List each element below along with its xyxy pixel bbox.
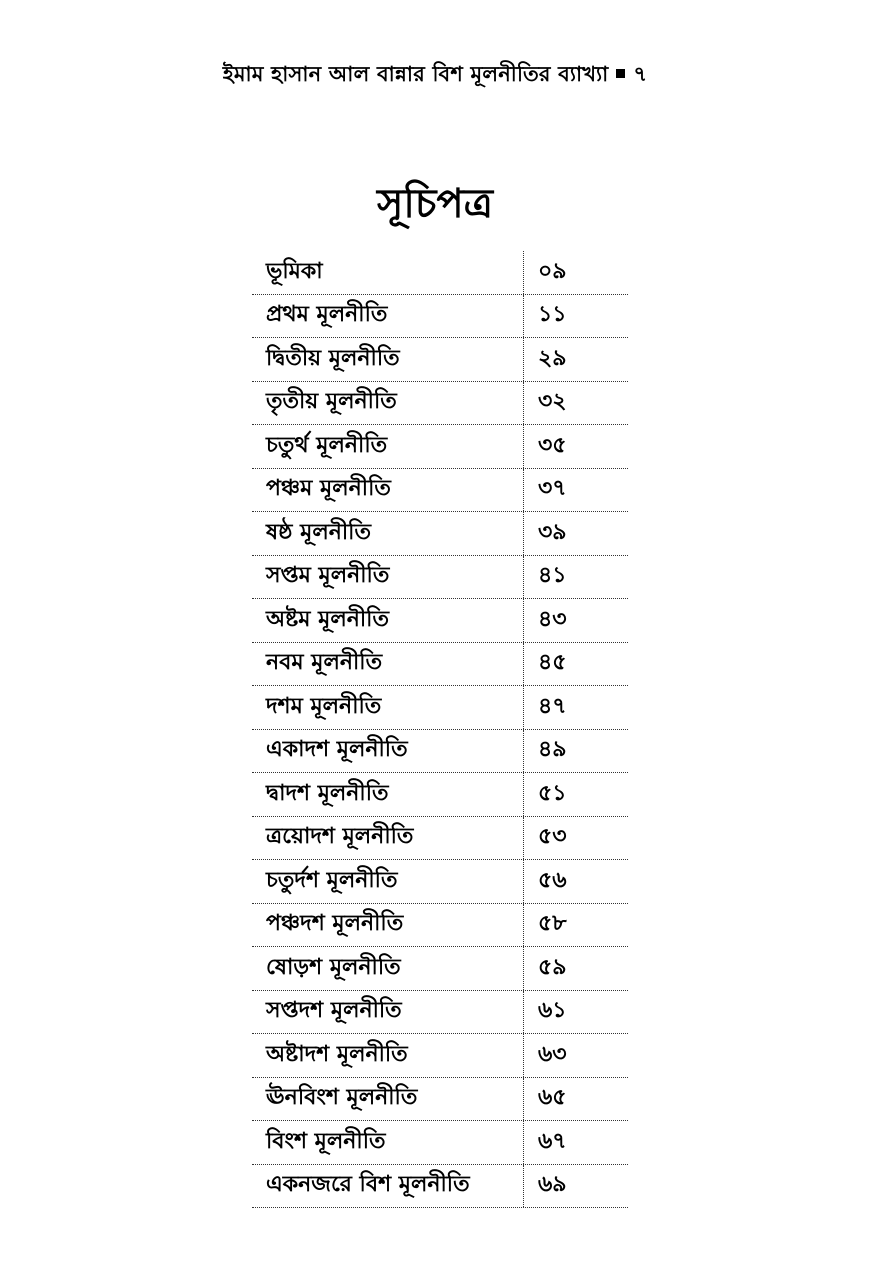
toc-entry-label: একাদশ মূলনীতি <box>252 730 524 773</box>
toc-entry-label: পঞ্চদশ মূলনীতি <box>252 904 524 947</box>
toc-entry <box>252 817 628 861</box>
toc-entry <box>252 599 628 643</box>
toc-entry <box>252 295 628 339</box>
toc-entry <box>252 860 628 904</box>
toc-entry-label: বিংশ মূলনীতি <box>252 1121 524 1164</box>
toc-entry-label: সপ্তম মূলনীতি <box>252 556 524 599</box>
toc-entry-label: চতুর্থ মূলনীতি <box>252 425 524 468</box>
toc-entry-page: ০৯ <box>538 258 567 284</box>
separator-square-icon <box>616 69 625 78</box>
toc-entry-label: দশম মূলনীতি <box>252 686 524 729</box>
toc-entry-page: ৩৯ <box>538 519 567 545</box>
toc-entry <box>252 730 628 774</box>
toc-entry-page: ৩৭ <box>538 476 567 502</box>
toc-entry-page: ৫১ <box>538 780 567 806</box>
toc-entry <box>252 338 628 382</box>
toc-entry <box>252 1121 628 1165</box>
running-header <box>0 58 870 93</box>
toc-entry-label: ষষ্ঠ মূলনীতি <box>252 512 524 555</box>
toc-entry-page: ৫৩ <box>538 824 567 850</box>
toc-entry <box>252 251 628 295</box>
toc-entry-label: একনজরে বিশ মূলনীতি <box>252 1165 524 1208</box>
toc-entry-page: ৬৯ <box>538 1172 567 1198</box>
toc-entry <box>252 686 628 730</box>
toc-entry <box>252 512 628 556</box>
toc-entry-label: ষোড়শ মূলনীতি <box>252 947 524 990</box>
toc-entry-page: ৫৮ <box>538 911 567 937</box>
toc-entry-page: ৬৩ <box>538 1041 567 1067</box>
toc-entry <box>252 904 628 948</box>
toc-entry-page: ১১ <box>538 302 567 328</box>
toc-entry <box>252 382 628 426</box>
toc-entry-page: ৪৫ <box>538 650 567 676</box>
toc-entry-label: ঊনবিংশ মূলনীতি <box>252 1078 524 1121</box>
toc-entry-label: দ্বিতীয় মূলনীতি <box>252 338 524 381</box>
toc-entry-page: ২৯ <box>538 345 567 371</box>
toc-entry-page: ৪১ <box>538 563 567 589</box>
toc-entry <box>252 425 628 469</box>
toc-entry <box>252 947 628 991</box>
toc-entry-page: ৬৭ <box>538 1128 567 1154</box>
toc-entry-page: ৩৫ <box>538 432 567 458</box>
toc-entry <box>252 469 628 513</box>
toc-entry <box>252 773 628 817</box>
toc-entry-label: নবম মূলনীতি <box>252 643 524 686</box>
toc-entry <box>252 1165 628 1209</box>
toc-entry-label: অষ্টম মূলনীতি <box>252 599 524 642</box>
toc-entry-label: চতুর্দশ মূলনীতি <box>252 860 524 903</box>
toc-entry-label: দ্বাদশ মূলনীতি <box>252 773 524 816</box>
toc-entry <box>252 643 628 687</box>
toc-entry-page: ৩২ <box>538 389 567 415</box>
toc-entry-label: পঞ্চম মূলনীতি <box>252 469 524 512</box>
toc-entry-page: ৪৩ <box>538 606 567 632</box>
toc-entry <box>252 1078 628 1122</box>
toc-entry-page: ৬৫ <box>538 1085 567 1111</box>
page-title: সূচিপত্র <box>377 181 493 227</box>
toc-entry-label: ভূমিকা <box>252 251 524 294</box>
page-number: ৭ <box>633 62 648 86</box>
toc-entry <box>252 991 628 1035</box>
toc-entry-label: অষ্টাদশ মূলনীতি <box>252 1034 524 1077</box>
toc-entry <box>252 1034 628 1078</box>
toc-entry-label: তৃতীয় মূলনীতি <box>252 382 524 425</box>
toc-entry-page: ৫৯ <box>538 954 567 980</box>
toc-entry-page: ৬১ <box>538 998 567 1024</box>
toc-entry-page: ৫৬ <box>538 867 567 893</box>
toc-entry-label: সপ্তদশ মূলনীতি <box>252 991 524 1034</box>
toc-entry <box>252 556 628 600</box>
toc-entry-page: ৪৯ <box>538 737 567 763</box>
toc-entry-page: ৪৭ <box>538 693 567 719</box>
table-of-contents <box>252 251 628 1208</box>
toc-entry-label: ত্রয়োদশ মূলনীতি <box>252 817 524 860</box>
book-title: ইমাম হাসান আল বান্নার বিশ মূলনীতির ব্যাখ্যা <box>222 62 609 86</box>
toc-entry-label: প্রথম মূলনীতি <box>252 295 524 338</box>
